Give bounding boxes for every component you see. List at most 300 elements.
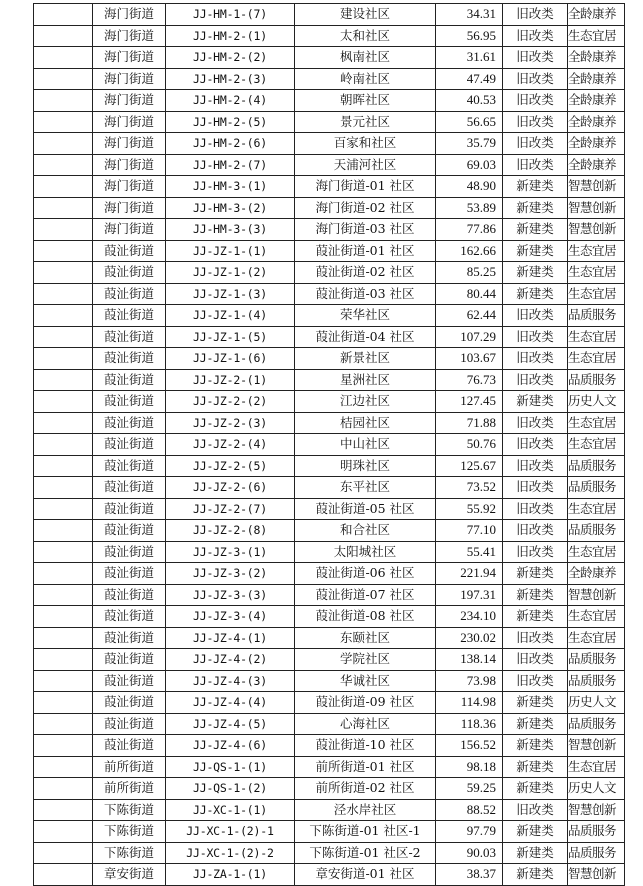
type-cell: 新建类 (503, 735, 568, 757)
type-cell: 新建类 (503, 563, 568, 585)
community-cell: 葭沚街道-01 社区 (295, 240, 436, 262)
table-row (34, 498, 625, 520)
street-cell: 葭沚街道 (93, 348, 166, 370)
area-cell: 138.14 (436, 649, 503, 671)
community-cell: 景元社区 (295, 111, 436, 133)
theme-cell: 全龄康养 (568, 133, 625, 155)
plot-code-cell: JJ-HM-2-(7) (166, 154, 295, 176)
street-cell: 下陈街道 (93, 842, 166, 864)
type-cell: 新建类 (503, 778, 568, 800)
theme-cell: 品质服务 (568, 520, 625, 542)
community-cell: 东平社区 (295, 477, 436, 499)
street-cell: 前所街道 (93, 778, 166, 800)
area-cell: 40.53 (436, 90, 503, 112)
table-row (34, 412, 625, 434)
plot-code-cell: JJ-HM-2-(5) (166, 111, 295, 133)
type-cell: 旧改类 (503, 326, 568, 348)
street-cell: 海门街道 (93, 154, 166, 176)
type-cell: 新建类 (503, 391, 568, 413)
plot-code-cell: JJ-JZ-1-(5) (166, 326, 295, 348)
table-row (34, 4, 625, 26)
type-cell: 旧改类 (503, 90, 568, 112)
area-cell: 125.67 (436, 455, 503, 477)
type-cell: 旧改类 (503, 25, 568, 47)
plot-code-cell: JJ-QS-1-(2) (166, 778, 295, 800)
area-cell: 47.49 (436, 68, 503, 90)
table-row (34, 477, 625, 499)
community-cell: 枫南社区 (295, 47, 436, 69)
plot-code-cell: JJ-JZ-2-(3) (166, 412, 295, 434)
theme-cell: 智慧创新 (568, 735, 625, 757)
area-cell: 221.94 (436, 563, 503, 585)
community-cell: 岭南社区 (295, 68, 436, 90)
community-cell: 葭沚街道-05 社区 (295, 498, 436, 520)
area-cell: 85.25 (436, 262, 503, 284)
blank-cell (34, 864, 93, 886)
street-cell: 葭沚街道 (93, 498, 166, 520)
type-cell: 新建类 (503, 283, 568, 305)
street-cell: 葭沚街道 (93, 240, 166, 262)
area-cell: 71.88 (436, 412, 503, 434)
street-cell: 海门街道 (93, 68, 166, 90)
plot-code-cell: JJ-JZ-4-(2) (166, 649, 295, 671)
table-row (34, 541, 625, 563)
table-row (34, 563, 625, 585)
street-cell: 葭沚街道 (93, 563, 166, 585)
theme-cell: 全龄康养 (568, 90, 625, 112)
street-cell: 葭沚街道 (93, 262, 166, 284)
theme-cell: 全龄康养 (568, 111, 625, 133)
plot-code-cell: JJ-JZ-4-(3) (166, 670, 295, 692)
theme-cell: 生态宜居 (568, 240, 625, 262)
blank-cell (34, 176, 93, 198)
theme-cell: 生态宜居 (568, 283, 625, 305)
table-row (34, 262, 625, 284)
plot-code-cell: JJ-HM-3-(2) (166, 197, 295, 219)
community-cell: 荣华社区 (295, 305, 436, 327)
theme-cell: 历史人文 (568, 391, 625, 413)
area-cell: 90.03 (436, 842, 503, 864)
type-cell: 新建类 (503, 176, 568, 198)
street-cell: 前所街道 (93, 756, 166, 778)
theme-cell: 生态宜居 (568, 326, 625, 348)
table-row (34, 756, 625, 778)
plot-code-cell: JJ-ZA-1-(1) (166, 864, 295, 886)
plot-code-cell: JJ-JZ-4-(5) (166, 713, 295, 735)
type-cell: 旧改类 (503, 799, 568, 821)
type-cell: 新建类 (503, 584, 568, 606)
type-cell: 旧改类 (503, 520, 568, 542)
area-cell: 31.61 (436, 47, 503, 69)
street-cell: 葭沚街道 (93, 584, 166, 606)
blank-cell (34, 326, 93, 348)
area-cell: 34.31 (436, 4, 503, 26)
area-cell: 103.67 (436, 348, 503, 370)
street-cell: 下陈街道 (93, 799, 166, 821)
community-cell: 前所街道-01 社区 (295, 756, 436, 778)
type-cell: 旧改类 (503, 348, 568, 370)
theme-cell: 全龄康养 (568, 4, 625, 26)
blank-cell (34, 563, 93, 585)
blank-cell (34, 627, 93, 649)
table-row (34, 90, 625, 112)
plot-code-cell: JJ-JZ-2-(7) (166, 498, 295, 520)
plot-code-cell: JJ-JZ-2-(5) (166, 455, 295, 477)
plot-code-cell: JJ-JZ-3-(1) (166, 541, 295, 563)
blank-cell (34, 369, 93, 391)
theme-cell: 智慧创新 (568, 584, 625, 606)
area-cell: 77.10 (436, 520, 503, 542)
theme-cell: 智慧创新 (568, 864, 625, 886)
area-cell: 118.36 (436, 713, 503, 735)
plot-code-cell: JJ-JZ-3-(4) (166, 606, 295, 628)
plot-code-cell: JJ-XC-1-(2)-2 (166, 842, 295, 864)
community-cell: 前所街道-02 社区 (295, 778, 436, 800)
area-cell: 98.18 (436, 756, 503, 778)
street-cell: 下陈街道 (93, 821, 166, 843)
community-cell: 葭沚街道-02 社区 (295, 262, 436, 284)
area-cell: 56.95 (436, 25, 503, 47)
blank-cell (34, 455, 93, 477)
blank-cell (34, 670, 93, 692)
blank-cell (34, 778, 93, 800)
table-row (34, 176, 625, 198)
theme-cell: 生态宜居 (568, 756, 625, 778)
area-cell: 69.03 (436, 154, 503, 176)
table-row (34, 25, 625, 47)
table-row (34, 68, 625, 90)
community-cell: 太阳城社区 (295, 541, 436, 563)
table-row (34, 391, 625, 413)
street-cell: 葭沚街道 (93, 520, 166, 542)
blank-cell (34, 348, 93, 370)
street-cell: 章安街道 (93, 864, 166, 886)
blank-cell (34, 692, 93, 714)
blank-cell (34, 305, 93, 327)
street-cell: 葭沚街道 (93, 305, 166, 327)
community-cell: 百家和社区 (295, 133, 436, 155)
table-row (34, 864, 625, 886)
street-cell: 海门街道 (93, 133, 166, 155)
street-cell: 葭沚街道 (93, 477, 166, 499)
community-cell: 下陈街道-01 社区-1 (295, 821, 436, 843)
table-row (34, 348, 625, 370)
type-cell: 旧改类 (503, 111, 568, 133)
area-cell: 88.52 (436, 799, 503, 821)
table-row (34, 197, 625, 219)
plot-code-cell: JJ-HM-3-(3) (166, 219, 295, 241)
community-cell: 葭沚街道-06 社区 (295, 563, 436, 585)
area-cell: 77.86 (436, 219, 503, 241)
table-row (34, 111, 625, 133)
community-cell: 下陈街道-01 社区-2 (295, 842, 436, 864)
type-cell: 新建类 (503, 713, 568, 735)
plot-code-cell: JJ-JZ-4-(4) (166, 692, 295, 714)
type-cell: 新建类 (503, 692, 568, 714)
theme-cell: 智慧创新 (568, 197, 625, 219)
community-cell: 华诚社区 (295, 670, 436, 692)
community-cell: 建设社区 (295, 4, 436, 26)
plot-code-cell: JJ-JZ-2-(2) (166, 391, 295, 413)
plot-code-cell: JJ-JZ-2-(1) (166, 369, 295, 391)
table-row (34, 283, 625, 305)
plot-code-cell: JJ-HM-2-(4) (166, 90, 295, 112)
community-cell: 桔园社区 (295, 412, 436, 434)
area-cell: 80.44 (436, 283, 503, 305)
table-row (34, 584, 625, 606)
table-row (34, 369, 625, 391)
blank-cell (34, 584, 93, 606)
theme-cell: 智慧创新 (568, 219, 625, 241)
type-cell: 新建类 (503, 219, 568, 241)
street-cell: 葭沚街道 (93, 434, 166, 456)
street-cell: 葭沚街道 (93, 455, 166, 477)
theme-cell: 品质服务 (568, 455, 625, 477)
type-cell: 旧改类 (503, 47, 568, 69)
blank-cell (34, 477, 93, 499)
community-cell: 葭沚街道-08 社区 (295, 606, 436, 628)
plot-code-cell: JJ-JZ-2-(4) (166, 434, 295, 456)
theme-cell: 品质服务 (568, 477, 625, 499)
plot-code-cell: JJ-JZ-1-(4) (166, 305, 295, 327)
plot-code-cell: JJ-HM-1-(7) (166, 4, 295, 26)
community-cell: 和合社区 (295, 520, 436, 542)
blank-cell (34, 219, 93, 241)
theme-cell: 历史人文 (568, 692, 625, 714)
theme-cell: 历史人文 (568, 778, 625, 800)
street-cell: 海门街道 (93, 90, 166, 112)
theme-cell: 生态宜居 (568, 348, 625, 370)
theme-cell: 生态宜居 (568, 606, 625, 628)
type-cell: 新建类 (503, 197, 568, 219)
blank-cell (34, 606, 93, 628)
blank-cell (34, 842, 93, 864)
type-cell: 新建类 (503, 262, 568, 284)
community-cell: 心海社区 (295, 713, 436, 735)
plot-code-cell: JJ-JZ-3-(2) (166, 563, 295, 585)
type-cell: 旧改类 (503, 369, 568, 391)
theme-cell: 全龄康养 (568, 154, 625, 176)
theme-cell: 生态宜居 (568, 412, 625, 434)
plot-code-cell: JJ-HM-2-(2) (166, 47, 295, 69)
community-cell: 明珠社区 (295, 455, 436, 477)
table-row (34, 240, 625, 262)
community-cell: 章安街道-01 社区 (295, 864, 436, 886)
community-cell: 海门街道-02 社区 (295, 197, 436, 219)
table-row (34, 778, 625, 800)
plot-code-cell: JJ-JZ-1-(6) (166, 348, 295, 370)
table-row (34, 305, 625, 327)
street-cell: 葭沚街道 (93, 541, 166, 563)
table-row (34, 455, 625, 477)
area-cell: 234.10 (436, 606, 503, 628)
plot-code-cell: JJ-HM-2-(6) (166, 133, 295, 155)
blank-cell (34, 713, 93, 735)
blank-cell (34, 4, 93, 26)
theme-cell: 全龄康养 (568, 68, 625, 90)
area-cell: 197.31 (436, 584, 503, 606)
blank-cell (34, 283, 93, 305)
community-cell: 新景社区 (295, 348, 436, 370)
community-cell: 中山社区 (295, 434, 436, 456)
street-cell: 葭沚街道 (93, 283, 166, 305)
table-row (34, 154, 625, 176)
theme-cell: 生态宜居 (568, 25, 625, 47)
blank-cell (34, 262, 93, 284)
area-cell: 59.25 (436, 778, 503, 800)
plot-code-cell: JJ-HM-2-(3) (166, 68, 295, 90)
community-cell: 葭沚街道-03 社区 (295, 283, 436, 305)
type-cell: 新建类 (503, 864, 568, 886)
blank-cell (34, 47, 93, 69)
street-cell: 葭沚街道 (93, 326, 166, 348)
blank-cell (34, 799, 93, 821)
table-row (34, 692, 625, 714)
area-cell: 48.90 (436, 176, 503, 198)
plot-code-cell: JJ-JZ-1-(3) (166, 283, 295, 305)
community-cell: 太和社区 (295, 25, 436, 47)
type-cell: 旧改类 (503, 477, 568, 499)
blank-cell (34, 154, 93, 176)
area-cell: 114.98 (436, 692, 503, 714)
theme-cell: 品质服务 (568, 670, 625, 692)
blank-cell (34, 498, 93, 520)
street-cell: 葭沚街道 (93, 692, 166, 714)
area-cell: 162.66 (436, 240, 503, 262)
table-row (34, 47, 625, 69)
street-cell: 海门街道 (93, 111, 166, 133)
street-cell: 海门街道 (93, 176, 166, 198)
type-cell: 新建类 (503, 240, 568, 262)
plot-code-cell: JJ-JZ-3-(3) (166, 584, 295, 606)
street-cell: 海门街道 (93, 25, 166, 47)
type-cell: 旧改类 (503, 434, 568, 456)
type-cell: 新建类 (503, 756, 568, 778)
area-cell: 56.65 (436, 111, 503, 133)
type-cell: 旧改类 (503, 68, 568, 90)
type-cell: 新建类 (503, 821, 568, 843)
plot-code-cell: JJ-XC-1-(1) (166, 799, 295, 821)
area-cell: 62.44 (436, 305, 503, 327)
community-table (33, 3, 625, 886)
area-cell: 35.79 (436, 133, 503, 155)
plot-code-cell: JJ-XC-1-(2)-1 (166, 821, 295, 843)
type-cell: 旧改类 (503, 670, 568, 692)
community-cell: 葭沚街道-10 社区 (295, 735, 436, 757)
theme-cell: 品质服务 (568, 842, 625, 864)
area-cell: 230.02 (436, 627, 503, 649)
plot-code-cell: JJ-HM-3-(1) (166, 176, 295, 198)
street-cell: 葭沚街道 (93, 713, 166, 735)
street-cell: 葭沚街道 (93, 649, 166, 671)
type-cell: 旧改类 (503, 4, 568, 26)
blank-cell (34, 111, 93, 133)
plot-code-cell: JJ-JZ-2-(6) (166, 477, 295, 499)
street-cell: 葭沚街道 (93, 369, 166, 391)
table-row (34, 735, 625, 757)
community-cell: 江边社区 (295, 391, 436, 413)
type-cell: 新建类 (503, 606, 568, 628)
community-cell: 星洲社区 (295, 369, 436, 391)
table-row (34, 842, 625, 864)
table-row (34, 434, 625, 456)
area-cell: 50.76 (436, 434, 503, 456)
blank-cell (34, 25, 93, 47)
table-body (34, 4, 625, 886)
blank-cell (34, 821, 93, 843)
type-cell: 旧改类 (503, 498, 568, 520)
blank-cell (34, 90, 93, 112)
type-cell: 旧改类 (503, 305, 568, 327)
plot-code-cell: JJ-QS-1-(1) (166, 756, 295, 778)
type-cell: 旧改类 (503, 455, 568, 477)
blank-cell (34, 735, 93, 757)
street-cell: 海门街道 (93, 47, 166, 69)
area-cell: 73.52 (436, 477, 503, 499)
table-row (34, 821, 625, 843)
type-cell: 旧改类 (503, 541, 568, 563)
area-cell: 53.89 (436, 197, 503, 219)
area-cell: 38.37 (436, 864, 503, 886)
type-cell: 旧改类 (503, 154, 568, 176)
community-cell: 东颐社区 (295, 627, 436, 649)
theme-cell: 生态宜居 (568, 627, 625, 649)
street-cell: 葭沚街道 (93, 391, 166, 413)
area-cell: 55.92 (436, 498, 503, 520)
community-cell: 朝晖社区 (295, 90, 436, 112)
table-row (34, 326, 625, 348)
table-row (34, 670, 625, 692)
street-cell: 海门街道 (93, 197, 166, 219)
plot-code-cell: JJ-JZ-4-(1) (166, 627, 295, 649)
area-cell: 156.52 (436, 735, 503, 757)
blank-cell (34, 649, 93, 671)
community-cell: 泾水岸社区 (295, 799, 436, 821)
type-cell: 旧改类 (503, 133, 568, 155)
area-cell: 73.98 (436, 670, 503, 692)
type-cell: 旧改类 (503, 649, 568, 671)
table-row (34, 799, 625, 821)
blank-cell (34, 520, 93, 542)
area-cell: 107.29 (436, 326, 503, 348)
plot-code-cell: JJ-JZ-2-(8) (166, 520, 295, 542)
theme-cell: 品质服务 (568, 649, 625, 671)
blank-cell (34, 756, 93, 778)
table-row (34, 606, 625, 628)
table-row (34, 713, 625, 735)
plot-code-cell: JJ-HM-2-(1) (166, 25, 295, 47)
street-cell: 海门街道 (93, 219, 166, 241)
theme-cell: 品质服务 (568, 369, 625, 391)
street-cell: 葭沚街道 (93, 735, 166, 757)
plot-code-cell: JJ-JZ-4-(6) (166, 735, 295, 757)
blank-cell (34, 197, 93, 219)
area-cell: 97.79 (436, 821, 503, 843)
area-cell: 127.45 (436, 391, 503, 413)
community-cell: 海门街道-01 社区 (295, 176, 436, 198)
community-cell: 葭沚街道-09 社区 (295, 692, 436, 714)
table-row (34, 649, 625, 671)
plot-code-cell: JJ-JZ-1-(1) (166, 240, 295, 262)
street-cell: 葭沚街道 (93, 412, 166, 434)
type-cell: 旧改类 (503, 412, 568, 434)
blank-cell (34, 68, 93, 90)
area-cell: 55.41 (436, 541, 503, 563)
table-row (34, 627, 625, 649)
blank-cell (34, 240, 93, 262)
theme-cell: 全龄康养 (568, 47, 625, 69)
type-cell: 新建类 (503, 842, 568, 864)
